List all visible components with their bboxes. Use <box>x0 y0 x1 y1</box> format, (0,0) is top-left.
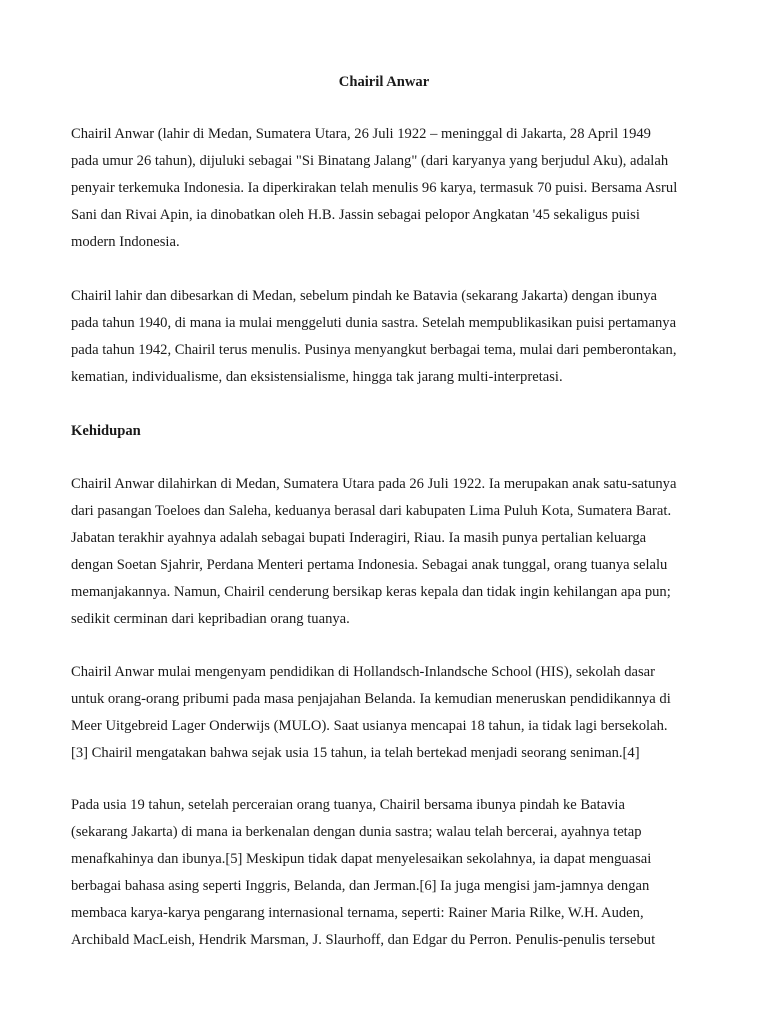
text-line: menafkahinya dan ibunya.[5] Meskipun tidak dapat menyelesaikan sekolahnya, ia dapat menguasai <box>71 851 652 867</box>
text-line: (sekarang Jakarta) di mana ia berkenalan dengan dunia sastra; walau telah bercerai, ayahnya tetap <box>71 824 642 840</box>
text-line: Chairil Anwar (lahir di Medan, Sumatera Utara, 26 Juli 1922 – meninggal di Jakarta, 28 April 1949 <box>71 126 651 142</box>
text-line: Sani dan Rivai Apin, ia dinobatkan oleh H.B. Jassin sebagai pelopor Angkatan '45 sekaligus puisi <box>71 207 640 223</box>
text-line: membaca karya-karya pengarang internasional ternama, seperti: Rainer Maria Rilke, W.H. Auden, <box>71 905 644 921</box>
text-line: Meer Uitgebreid Lager Onderwijs (MULO). Saat usianya mencapai 18 tahun, ia tidak lagi bersekolah. <box>71 718 668 734</box>
text-line: Pada usia 19 tahun, setelah perceraian orang tuanya, Chairil bersama ibunya pindah ke Batavia <box>71 797 625 813</box>
text-line: Archibald MacLeish, Hendrik Marsman, J. Slaurhoff, dan Edgar du Perron. Penulis-penulis tersebut <box>71 932 656 948</box>
intro-paragraph-1 <box>71 121 701 256</box>
section-paragraph-1 <box>71 471 701 633</box>
text-line: Chairil Anwar mulai mengenyam pendidikan di Hollandsch-Inlandsche School (HIS), sekolah dasar <box>71 664 656 680</box>
text-line: untuk orang-orang pribumi pada masa penjajahan Belanda. Ia kemudian meneruskan pendidikannya di <box>71 691 671 707</box>
section-heading-kehidupan: Kehidupan <box>71 423 141 439</box>
text-line: Chairil Anwar dilahirkan di Medan, Sumatera Utara pada 26 Juli 1922. Ia merupakan anak satu-satunya <box>71 476 677 492</box>
text-line: memanjakannya. Namun, Chairil cenderung bersikap keras kepala dan tidak ingin kehilangan apa pun; <box>71 584 671 600</box>
text-line: dengan Soetan Sjahrir, Perdana Menteri pertama Indonesia. Sebagai anak tunggal, orang tuanya selalu <box>71 557 668 573</box>
document-title: Chairil Anwar <box>338 74 430 90</box>
text-line: sedikit cerminan dari kepribadian orang tuanya. <box>71 611 350 627</box>
text-line: dari pasangan Toeloes dan Saleha, keduanya berasal dari kabupaten Lima Puluh Kota, Sumatera Barat. <box>71 503 672 519</box>
text-line: [3] Chairil mengatakan bahwa sejak usia 15 tahun, ia telah bertekad menjadi seorang seniman.[4] <box>71 745 640 761</box>
text-line: pada umur 26 tahun), dijuluki sebagai "Si Binatang Jalang" (dari karyanya yang berjudul Aku), adalah <box>71 153 669 169</box>
text-line: Jabatan terakhir ayahnya adalah sebagai bupati Inderagiri, Riau. Ia masih punya pertalian keluarga <box>71 530 647 546</box>
text-line: modern Indonesia. <box>71 234 180 250</box>
text-line: penyair terkemuka Indonesia. Ia diperkirakan telah menulis 96 karya, termasuk 70 puisi. Bersama Asrul <box>71 180 678 196</box>
text-line: berbagai bahasa asing seperti Inggris, Belanda, dan Jerman.[6] Ia juga mengisi jam-jamnya dengan <box>71 878 650 894</box>
intro-paragraph-2 <box>71 283 701 391</box>
text-line: Chairil lahir dan dibesarkan di Medan, sebelum pindah ke Batavia (sekarang Jakarta) dengan ibunya <box>71 288 657 304</box>
section-paragraph-2 <box>71 659 701 767</box>
text-line: pada tahun 1942, Chairil terus menulis. Pusinya menyangkut berbagai tema, mulai dari pemberontakan, <box>71 342 677 358</box>
text-line: kematian, individualisme, dan eksistensialisme, hingga tak jarang multi-interpretasi. <box>71 369 563 385</box>
text-line: pada tahun 1940, di mana ia mulai menggeluti dunia sastra. Setelah mempublikasikan puisi pertamanya <box>71 315 677 331</box>
section-paragraph-3 <box>71 792 701 954</box>
